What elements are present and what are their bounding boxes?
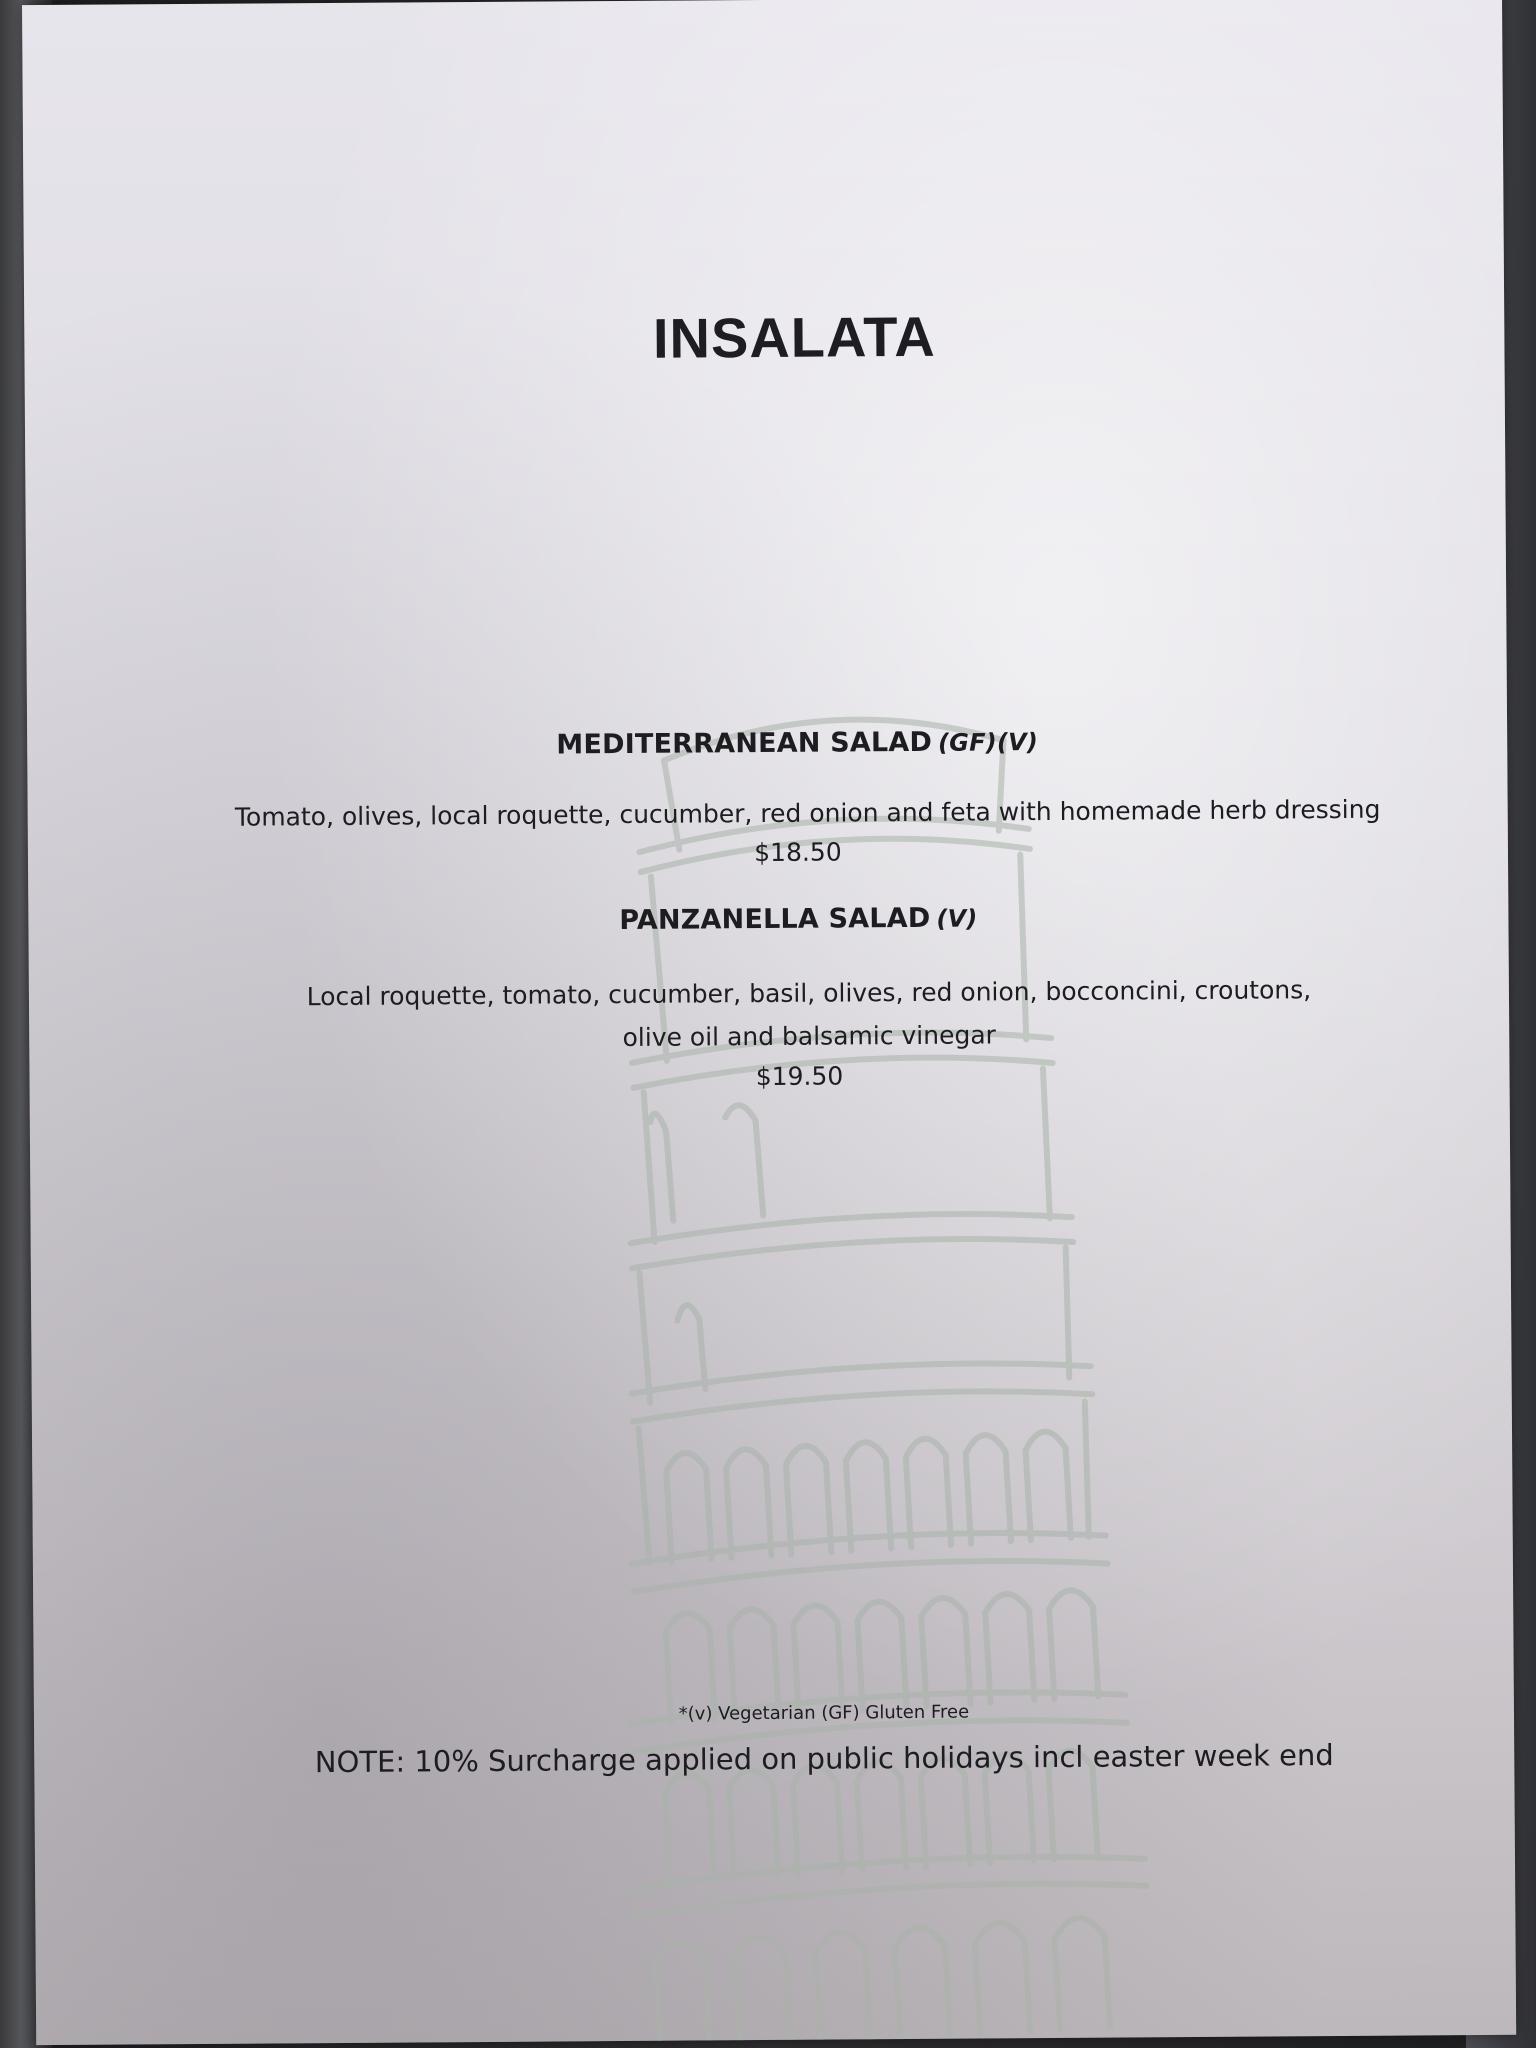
dietary-tags: (GF)(V) <box>937 728 1039 757</box>
menu-item-title: PANZANELLA SALAD <box>619 902 931 937</box>
menu-item-description <box>28 786 1517 840</box>
menu-item-name <box>28 898 1516 940</box>
menu-page <box>22 0 1516 2045</box>
menu-item-name <box>27 722 1516 764</box>
dietary-tags: (V) <box>936 904 978 933</box>
menu-item-description <box>29 966 1516 1063</box>
dietary-legend: *(v) Vegetarian (GF) Gluten Free <box>678 1701 970 1725</box>
menu-section-title: INSALATA <box>652 304 936 370</box>
menu-item-price: $18.50 <box>754 837 842 868</box>
leaning-tower-of-pisa-icon <box>587 687 1156 2045</box>
menu-item-title: MEDITERRANEAN SALAD <box>556 726 933 761</box>
description-line: Local roquette, tomato, cucumber, basil, olives, red onion, bocconcini, croutons, <box>306 975 1312 1012</box>
description-line: olive oil and balsamic vinegar <box>622 1020 996 1052</box>
surcharge-note: NOTE: 10% Surcharge applied on public holidays incl easter week end <box>314 1738 1334 1780</box>
menu-item-price: $19.50 <box>755 1061 844 1092</box>
description-line: Tomato, olives, local roquette, cucumber, red onion and feta with homemade herb dressing <box>234 794 1381 832</box>
